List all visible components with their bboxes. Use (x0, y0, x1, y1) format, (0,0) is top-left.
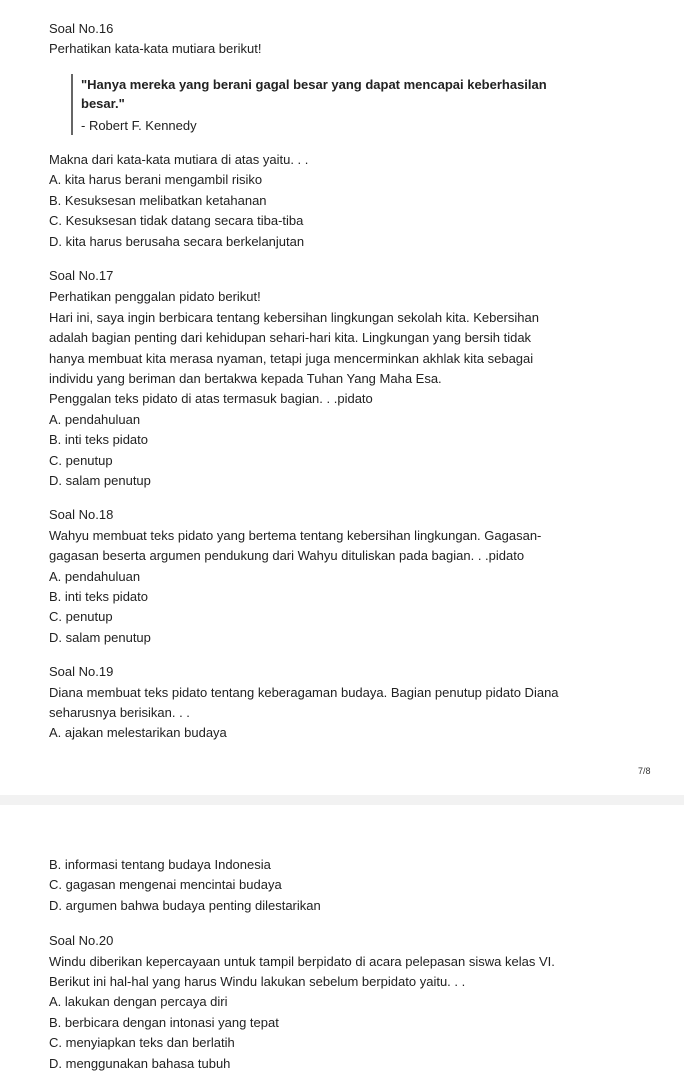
quote-text-line-2: besar." (81, 96, 125, 111)
passage-17-line-1: Hari ini, saya ingin berbicara tentang kebersihan lingkungan sekolah kita. Kebersihan (49, 310, 539, 325)
option-17-c: C. penutup (49, 453, 113, 468)
question-20-title: Soal No.20 (49, 933, 114, 948)
passage-17-line-2: adalah bagian penting dari kehidupan sehari-hari kita. Lingkungan yang bersih tidak (49, 330, 532, 345)
option-20-b: B. berbicara dengan intonasi yang tepat (49, 1015, 279, 1030)
quote-author: - Robert F. Kennedy (81, 118, 197, 133)
question-20-line-1: Windu diberikan kepercayaan untuk tampil berpidato di acara pelepasan siswa kelas VI. (49, 954, 555, 969)
option-17-d: D. salam penutup (49, 473, 151, 488)
quote-text-line-1: "Hanya mereka yang berani gagal besar yang dapat mencapai keberhasilan (81, 77, 547, 92)
option-18-d: D. salam penutup (49, 630, 151, 645)
option-18-c: C. penutup (49, 609, 113, 624)
question-17-prompt: Perhatikan penggalan pidato berikut! (49, 289, 261, 304)
option-19-c: C. gagasan mengenai mencintai budaya (49, 877, 282, 892)
question-20-line-2: Berikut ini hal-hal yang harus Windu lakukan sebelum berpidato yaitu. . . (49, 974, 466, 989)
option-16-c: C. Kesuksesan tidak datang secara tiba-tiba (49, 213, 304, 228)
option-18-b: B. inti teks pidato (49, 589, 148, 604)
option-18-a: A. pendahuluan (49, 569, 141, 584)
option-19-d: D. argumen bahwa budaya penting dilestarikan (49, 898, 321, 913)
question-16-prompt: Perhatikan kata-kata mutiara berikut! (49, 41, 262, 56)
question-19-line-1: Diana membuat teks pidato tentang keberagaman budaya. Bagian penutup pidato Diana (49, 685, 559, 700)
option-16-b: B. Kesuksesan melibatkan ketahanan (49, 193, 267, 208)
quote-bar (71, 74, 73, 135)
question-17-title: Soal No.17 (49, 268, 114, 283)
option-20-d: D. menggunakan bahasa tubuh (49, 1056, 231, 1071)
page-separator (0, 795, 684, 805)
question-19-title: Soal No.19 (49, 664, 114, 679)
option-17-a: A. pendahuluan (49, 412, 141, 427)
passage-17-line-3: hanya membuat kita merasa nyaman, tetapi juga mencerminkan akhlak kita sebagai (49, 351, 534, 366)
question-18-line-2: gagasan beserta argumen pendukung dari Wahyu dituliskan pada bagian. . .pidato (49, 548, 525, 563)
option-16-a: A. kita harus berani mengambil risiko (49, 172, 263, 187)
question-19-line-2: seharusnya berisikan. . . (49, 705, 190, 720)
option-20-c: C. menyiapkan teks dan berlatih (49, 1035, 235, 1050)
option-19-b: B. informasi tentang budaya Indonesia (49, 857, 271, 872)
question-16-text: Makna dari kata-kata mutiara di atas yaitu. . . (49, 152, 309, 167)
option-16-d: D. kita harus berusaha secara berkelanjutan (49, 234, 305, 249)
question-18-title: Soal No.18 (49, 507, 114, 522)
question-16-title: Soal No.16 (49, 21, 114, 36)
page-number: 7/8 (638, 766, 651, 776)
option-17-b: B. inti teks pidato (49, 432, 148, 447)
option-19-a: A. ajakan melestarikan budaya (49, 725, 227, 740)
question-17-text: Penggalan teks pidato di atas termasuk bagian. . .pidato (49, 391, 373, 406)
option-20-a: A. lakukan dengan percaya diri (49, 994, 228, 1009)
question-18-line-1: Wahyu membuat teks pidato yang bertema tentang kebersihan lingkungan. Gagasan- (49, 528, 542, 543)
passage-17-line-4: individu yang beriman dan bertakwa kepada Tuhan Yang Maha Esa. (49, 371, 442, 386)
